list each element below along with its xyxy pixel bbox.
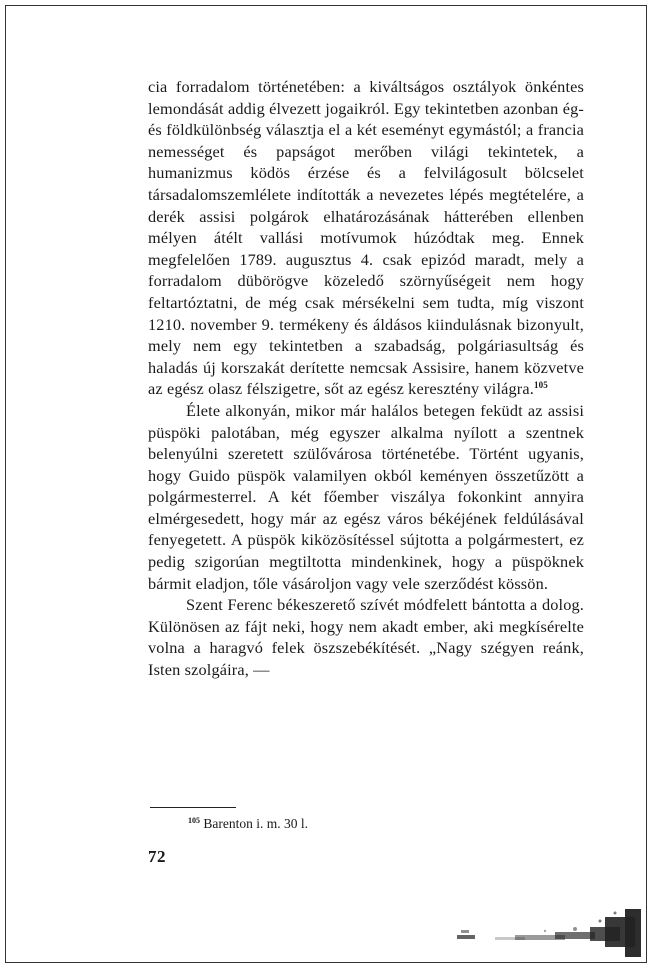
body-text	[148, 76, 584, 681]
page-number: 72	[148, 847, 166, 866]
footnote-reference: 105	[533, 380, 548, 391]
scan-artifact-smudge	[455, 905, 645, 963]
footnote-text: Barenton i. m. 30 l.	[203, 816, 308, 831]
paragraph-2: Élete alkonyán, mikor már halálos betegen feküdt az assisi püspöki palotában, még egyszer alkalma nyílott a szentnek belenyúlni szeretett szülővárosa történetébe. Történt ugyanis, hogy Guido püspök valamilyen okból keményen összetűzött a polgármesterrel. A két főember viszálya fokonkint annyira elmérgesedett, hogy már az egész város békéjének feldúlásával fenyegetett. A püspök kiközösítéssel sújtotta a polgármestert, ez pedig szigorúan megtiltotta mindenkinek, hogy a püspöknek bármit eladjon, tőle vásároljon vagy vele szerződést kössön.	[148, 400, 584, 593]
paragraph-1	[148, 76, 584, 400]
footnote	[188, 816, 308, 832]
paragraph-3: Szent Ferenc békeszerető szívét módfelett bántotta a dolog. Különösen az fájt neki, hogy nem akadt ember, aki megkísérelte volna a haragvó felek öszszebékítését. „Nagy szégyen reánk, Isten szolgáira, —	[148, 595, 584, 680]
paragraph-1-text: cia forradalom történetében: a kiváltságos osztályok önkéntes lemondását addig élvezett jogaikról. Egy tekintetben azonban ég- és földkülönbség választja el a két eseményt egymástól; a francia nemességet és papságot merőben világi tekintetek, a humanizmus ködös érzése és a felvilágosult bölcselet társadalomszemlélete indították a nevezetes lépés megtételére, a derék assisi polgárok elhatározásának hátterében ellenben mélyen átélt vallási motívumok húzódtak meg. Ennek megfelelően 1789. augusztus 4. csak epizód maradt, mely a forradalom dübörögve közeledő szörnyűségeit nem hogy feltartóztatni, de még csak mérsékelni sem tudta, míg viszont 1210. november 9. termékeny és áldásos kiindulásnak bizonyult, mely nem egy tekintetben a szabadság, polgáriasultság és haladás új korszakát derítette nemcsak Assisire, hanem közvetve az egész olasz félszigetre, sőt az egész keresztény világra.	[148, 77, 584, 399]
footnote-divider	[150, 807, 236, 808]
footnote-number: 105	[188, 816, 200, 825]
